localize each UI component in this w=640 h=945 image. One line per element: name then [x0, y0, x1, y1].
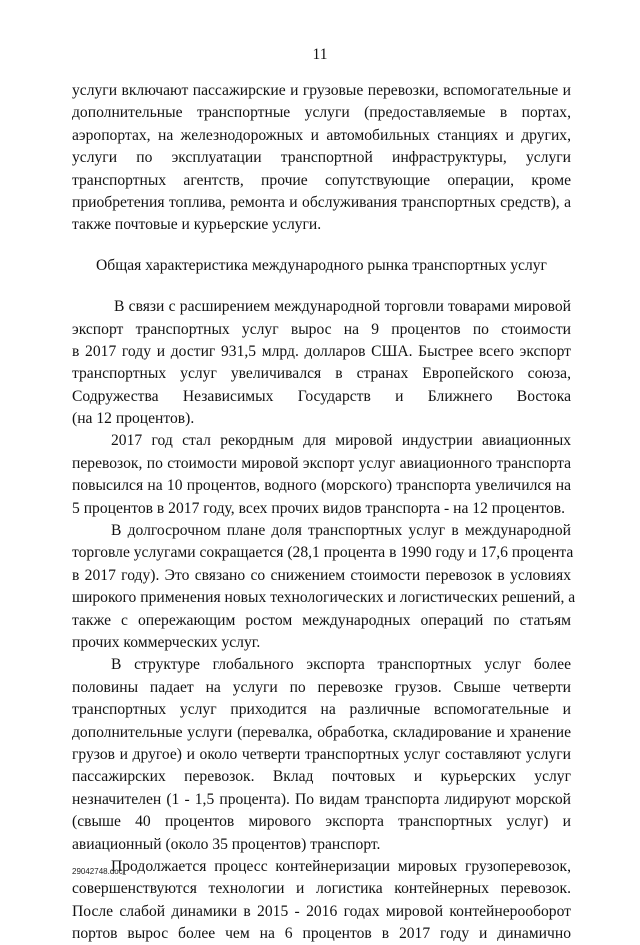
text-line: 2017 год стал рекордным для мировой индустрии авиационных: [111, 432, 571, 450]
paragraph-aviation: [72, 430, 571, 520]
text-line: аэропортах, на железнодорожных и автомобильных станциях и других,: [72, 126, 571, 144]
text-line: 5 процентов в 2017 году, всех прочих видов транспорта - на 12 процентов.: [72, 499, 566, 517]
text-line: совершенствуются технологии и логистика контейнерных перевозок.: [72, 880, 571, 898]
text-line: транспортных услуг приходится на различные вспомогательные и: [72, 701, 571, 719]
footer-filename: 29042748.doc: [72, 867, 123, 876]
text-line: экспорт транспортных услуг вырос на 9 процентов по стоимости: [72, 320, 571, 338]
text-line: перевозок, по стоимости мировой экспорт услуг авиационного транспорта: [72, 454, 571, 472]
text-line: В структуре глобального экспорта транспортных услуг более: [111, 656, 571, 674]
text-line: грузов и другое) и около четверти транспортных услуг составляют услуги: [72, 745, 571, 763]
text-line: незначителен (1 - 1,5 процента). По видам транспорта лидируют морской: [72, 790, 571, 808]
text-line: портов вырос более чем на 6 процентов в 2017 году и динамично: [72, 925, 571, 943]
text-line: повысился на 10 процентов, водного (морского) транспорта увеличился на: [72, 477, 571, 495]
document-body: [72, 80, 576, 945]
text-line: половины падает на услуги по перевозке грузов. Свыше четверти: [72, 678, 571, 696]
intro-paragraph: [72, 80, 571, 237]
text-line: (свыше 40 процентов мирового экспорта транспортных услуг) и: [72, 813, 571, 831]
text-line: дополнительные транспортные услуги (предоставляемые в портах,: [72, 104, 571, 122]
text-line: услуги по эксплуатации транспортной инфраструктуры, услуги: [72, 149, 571, 167]
text-line: транспортных агентств, прочие сопутствующие операции, кроме: [72, 171, 571, 189]
text-line: приобретения топлива, ремонта и обслуживания транспортных средств), а: [72, 193, 571, 211]
paragraph-containerization: [72, 856, 571, 945]
text-line: пассажирских перевозок. Вклад почтовых и курьерских услуг: [72, 768, 571, 786]
text-line: прочих коммерческих услуг.: [72, 633, 261, 651]
page-number: 11: [312, 46, 328, 63]
text-line: Продолжается процесс контейнеризации мировых грузоперевозок,: [111, 857, 571, 875]
text-line: в 2017 году и достиг 931,5 млрд. долларов США. Быстрее всего экспорт: [72, 342, 571, 360]
text-line: также с опережающим ростом международных операций по статьям: [72, 611, 571, 629]
text-line: в 2017 году). Это связано со снижением стоимости перевозок в условиях: [72, 566, 571, 584]
text-line: В долгосрочном плане доля транспортных услуг в международной: [111, 522, 571, 540]
section-heading: Общая характеристика международного рынка транспортных услуг: [96, 256, 547, 274]
text-line: Содружества Независимых Государств и Ближнего Востока: [72, 387, 571, 405]
text-line: услуги включают пассажирские и грузовые перевозки, вспомогательные и: [72, 82, 571, 99]
text-line: также почтовые и курьерские услуги.: [72, 216, 322, 234]
text-line: широкого применения новых технологических и логистических решений, а: [72, 589, 576, 607]
text-line: После слабой динамики в 2015 - 2016 годах мировой контейнерооборот: [72, 902, 571, 920]
text-line: (на 12 процентов).: [72, 410, 195, 428]
paragraph-long-term-share: [72, 520, 576, 654]
text-line: торговле услугами сокращается (28,1 процента в 1990 году и 17,6 процента: [72, 544, 574, 562]
text-line: В связи с расширением международной торговли товарами мировой: [114, 298, 571, 316]
text-line: авиационный (около 35 процентов) транспорт.: [72, 835, 381, 853]
text-line: транспортных услуг увеличивался в странах Европейского союза,: [72, 365, 571, 383]
paragraph-export-growth: [72, 296, 571, 430]
text-line: дополнительные услуги (перевалка, обработка, складирование и хранение: [72, 723, 571, 741]
paragraph-export-structure: [72, 654, 571, 856]
